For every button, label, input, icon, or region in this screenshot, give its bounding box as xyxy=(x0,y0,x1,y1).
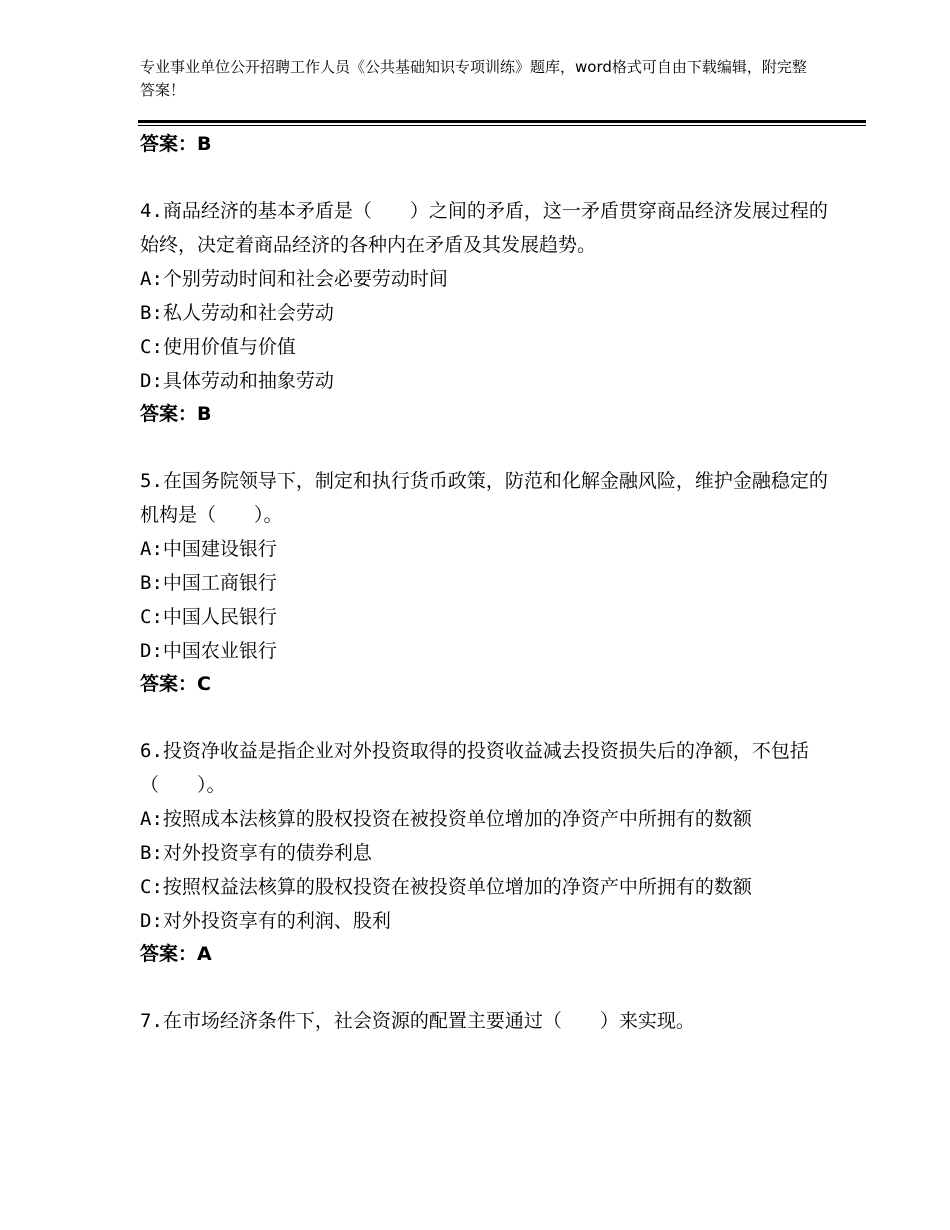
option-d: D:具体劳动和抽象劳动 xyxy=(140,370,334,392)
option-b: B:对外投资享有的债券利息 xyxy=(140,842,372,864)
question-block-5 xyxy=(140,464,840,700)
option-c: C:中国人民银行 xyxy=(140,606,277,628)
answer-line: 答案：B xyxy=(140,403,212,425)
answer-line: 答案：B xyxy=(140,133,212,155)
option-c: C:按照权益法核算的股权投资在被投资单位增加的净资产中所拥有的数额 xyxy=(140,876,752,898)
option-d: D:对外投资享有的利润、股利 xyxy=(140,910,391,932)
question-stem: 5.在国务院领导下，制定和执行货币政策，防范和化解金融风险，维护金融稳定的机构是（ ）。 xyxy=(140,470,828,526)
question-stem: 6.投资净收益是指企业对外投资取得的投资收益减去投资损失后的净额，不包括（ ）。 xyxy=(140,740,809,796)
header-rule-thin xyxy=(138,125,866,126)
option-a: A:按照成本法核算的股权投资在被投资单位增加的净资产中所拥有的数额 xyxy=(140,808,752,830)
option-b: B:私人劳动和社会劳动 xyxy=(140,302,334,324)
question-stem: 4.商品经济的基本矛盾是（ ）之间的矛盾，这一矛盾贯穿商品经济发展过程的始终，决定着商品经济的各种内在矛盾及其发展趋势。 xyxy=(140,200,828,256)
option-a: A:中国建设银行 xyxy=(140,538,277,560)
answer-line: 答案：A xyxy=(140,943,212,965)
document-body xyxy=(140,128,840,1038)
question-block-6 xyxy=(140,734,840,970)
option-d: D:中国农业银行 xyxy=(140,640,277,662)
question-stem: 7.在市场经济条件下，社会资源的配置主要通过（ ）来实现。 xyxy=(140,1010,695,1032)
option-b: B:中国工商银行 xyxy=(140,572,277,594)
question-block-7 xyxy=(140,1004,840,1038)
option-c: C:使用价值与价值 xyxy=(140,336,296,358)
header-rule-thick xyxy=(138,120,866,123)
answer-line: 答案：C xyxy=(140,673,211,695)
question-block-4 xyxy=(140,194,840,430)
document-header: 专业事业单位公开招聘工作人员《公共基础知识专项训练》题库，word格式可自由下载编辑，附完整答案！ xyxy=(140,58,807,99)
option-a: A:个别劳动时间和社会必要劳动时间 xyxy=(140,268,448,290)
